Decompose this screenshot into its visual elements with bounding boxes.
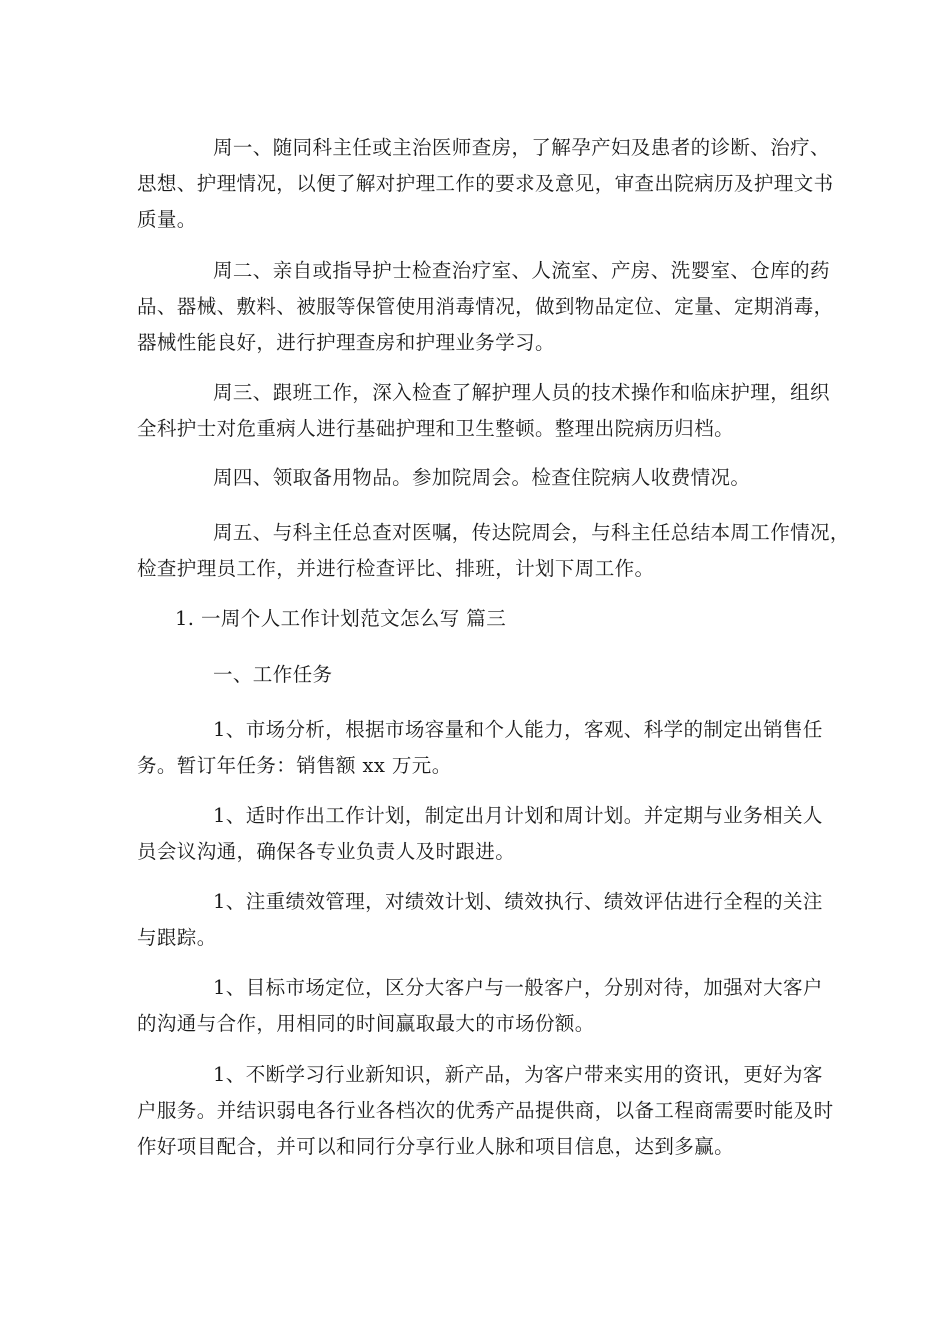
text-line: 务。暂订年任务：销售额 xx 万元。 [137, 754, 452, 777]
text-line: 1、适时作出工作计划，制定出月计划和周计划。并定期与业务相关人 [213, 804, 823, 827]
text-line: 周三、跟班工作，深入检查了解护理人员的技术操作和临床护理，组织 [213, 381, 830, 404]
text-line: 一、工作任务 [213, 663, 333, 686]
text-line: 周一、随同科主任或主治医师查房，了解孕产妇及患者的诊断、治疗、 [213, 136, 830, 159]
paragraph-monday [137, 130, 834, 238]
text-line: 周四、领取备用物品。参加院周会。检查住院病人收费情况。 [213, 466, 751, 489]
paragraph-thursday [137, 460, 827, 496]
text-line: 1、目标市场定位，区分大客户与一般客户，分别对待，加强对大客户 [213, 976, 823, 999]
paragraph-target-market [137, 970, 827, 1042]
paragraph-market-analysis [137, 712, 827, 784]
paragraph-friday [137, 515, 850, 587]
section-heading [137, 601, 827, 637]
text-line: 全科护士对危重病人进行基础护理和卫生整顿。整理出院病历归档。 [137, 417, 735, 440]
text-line: 1、注重绩效管理，对绩效计划、绩效执行、绩效评估进行全程的关注 [213, 890, 823, 913]
text-line: 1、市场分析，根据市场容量和个人能力，客观、科学的制定出销售任 [213, 718, 823, 741]
paragraph-learning [137, 1057, 834, 1165]
paragraph-tuesday [137, 253, 834, 361]
text-line: 1. 一周个人工作计划范文怎么写 篇三 [175, 607, 507, 630]
text-line: 与跟踪。 [137, 926, 217, 949]
text-line: 1、不断学习行业新知识，新产品，为客户带来实用的资讯，更好为客 [213, 1063, 823, 1086]
text-line: 的沟通与合作，用相同的时间赢取最大的市场份额。 [137, 1012, 595, 1035]
text-line: 质量。 [137, 208, 197, 231]
text-line: 员会议沟通，确保各专业负责人及时跟进。 [137, 840, 516, 863]
subsection-heading [137, 657, 827, 693]
text-line: 户服务。并结识弱电各行业各档次的优秀产品提供商，以备工程商需要时能及时 [137, 1099, 834, 1122]
paragraph-performance [137, 884, 827, 956]
text-line: 周五、与科主任总查对医嘱，传达院周会，与科主任总结本周工作情况， [213, 521, 850, 544]
text-line: 器械性能良好，进行护理查房和护理业务学习。 [137, 331, 555, 354]
text-line: 品、器械、敷料、被服等保管使用消毒情况，做到物品定位、定量、定期消毒， [137, 295, 834, 318]
text-line: 思想、护理情况，以便了解对护理工作的要求及意见，审查出院病历及护理文书 [137, 172, 834, 195]
paragraph-wednesday [137, 375, 830, 447]
text-line: 检查护理员工作，并进行检查评比、排班，计划下周工作。 [137, 557, 655, 580]
paragraph-work-plan [137, 798, 827, 870]
text-line: 作好项目配合，并可以和同行分享行业人脉和项目信息，达到多赢。 [137, 1135, 735, 1158]
text-line: 周二、亲自或指导护士检查治疗室、人流室、产房、洗婴室、仓库的药 [213, 259, 830, 282]
